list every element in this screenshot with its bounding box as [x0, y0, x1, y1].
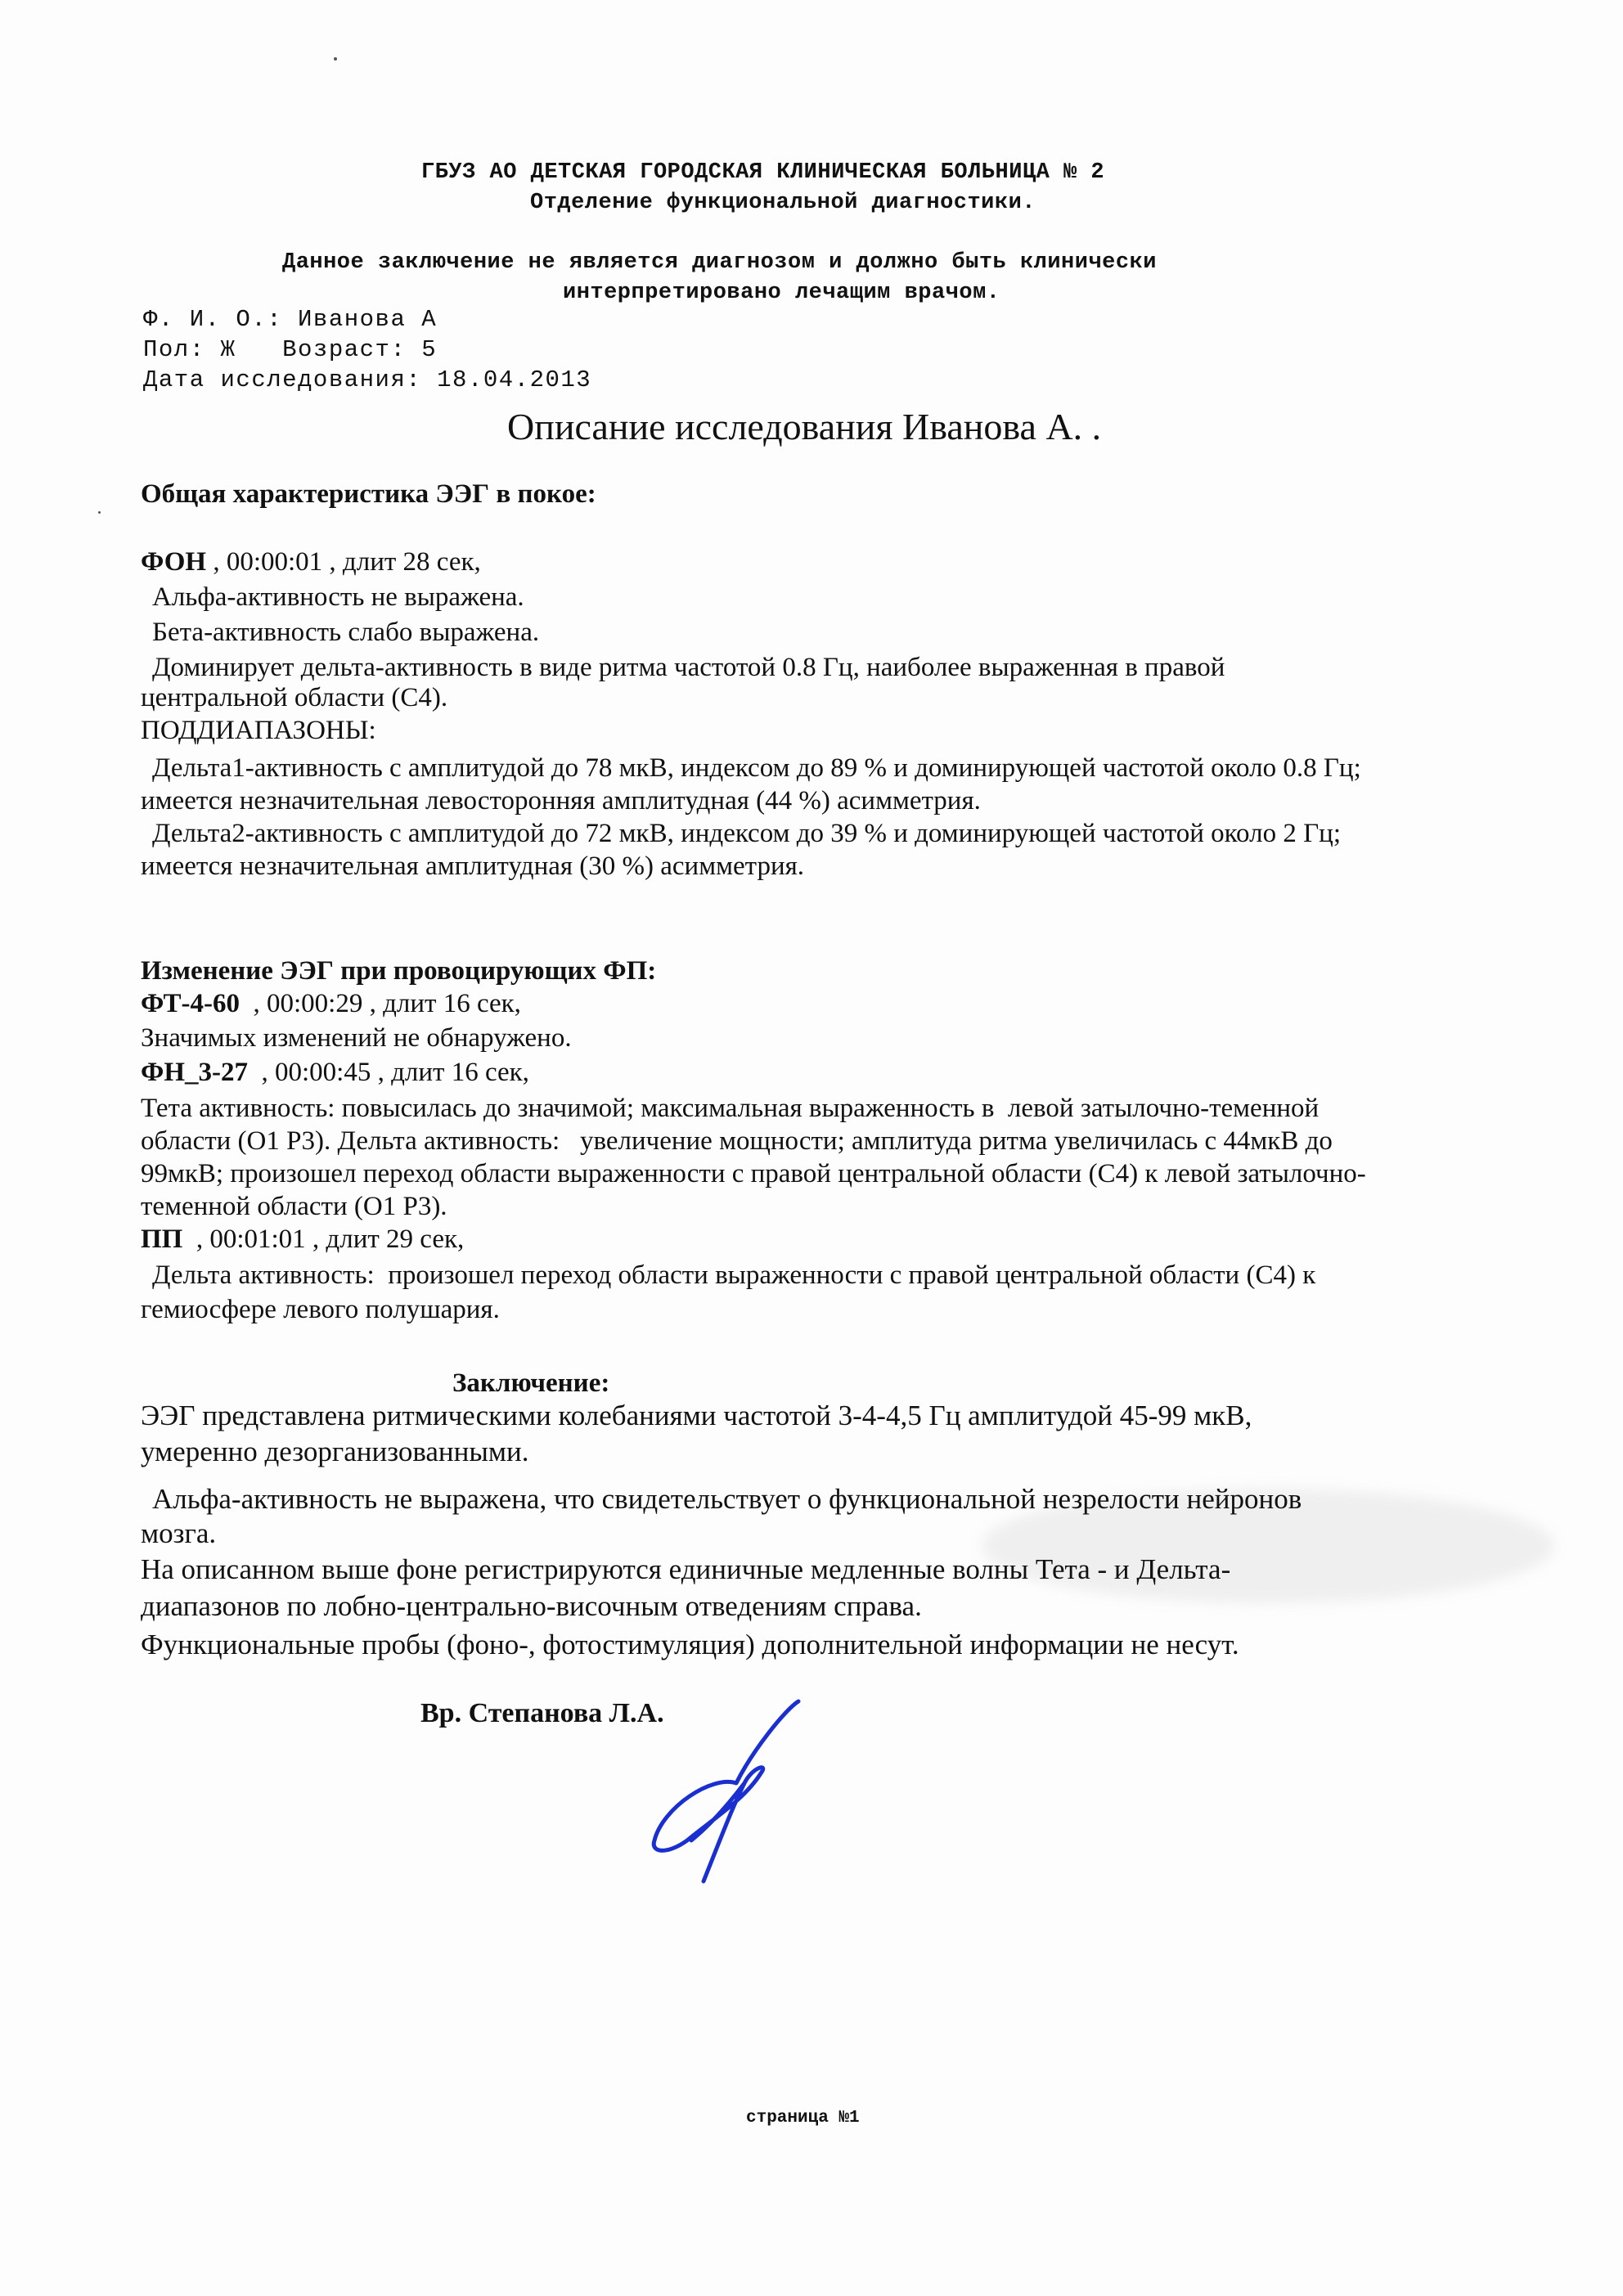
rest-line: Альфа-активность не выражена.: [152, 582, 524, 612]
test-line-pp: [141, 1224, 464, 1255]
conclusion-line: ЭЭГ представлена ритмическими колебаниями частотой 3-4-4,5 Гц амплитудой 45-99 мкВ,: [141, 1400, 1252, 1431]
doctor-name: Вр. Степанова Л.А.: [420, 1698, 664, 1728]
test-label: ФН_3-27: [141, 1058, 249, 1087]
section-heading-rest: Общая характеристика ЭЭГ в покое:: [141, 479, 596, 509]
test-result-line: области (О1 Р3). Дельта активность: увеличение мощности; амплитуда ритма увеличилась с 44мкВ до: [141, 1126, 1333, 1156]
page-title: Описание исследования Иванова А. .: [507, 406, 1102, 447]
disclaimer-line-2: интерпретировано лечащим врачом.: [563, 281, 1000, 305]
fon-line: [141, 546, 481, 577]
conclusion-line: На описанном выше фоне регистрируются единичные медленные волны Тета - и Дельта-: [141, 1553, 1231, 1585]
test-label: ФТ-4-60: [141, 989, 241, 1018]
conclusion-line: диапазонов по лобно-центрально-височным отведениям справа.: [141, 1590, 922, 1622]
section-heading-provocative: Изменение ЭЭГ при провоцирующих ФП:: [141, 956, 657, 986]
scan-speck: [334, 57, 337, 61]
conclusion-line: умеренно дезорганизованными.: [141, 1436, 529, 1467]
fon-label: ФОН: [141, 547, 207, 577]
test-meta: , 00:00:45 , длит 16 сек,: [248, 1058, 529, 1087]
test-result-line: гемиосфере левого полушария.: [141, 1295, 500, 1324]
patient-sex-age: Пол: Ж Возраст: 5: [143, 336, 438, 363]
test-line-fn: [141, 1057, 529, 1088]
rest-line: Доминирует дельта-активность в виде ритма частотой 0.8 Гц, наиболее выраженная в правой: [152, 653, 1225, 682]
subrange-line: имеется незначительная амплитудная (30 %) асимметрия.: [141, 851, 805, 881]
page-number: страница №1: [746, 2109, 860, 2128]
rest-line: Бета-активность слабо выражена.: [152, 618, 540, 647]
subrange-line: Дельта2-активность с амплитудой до 72 мкВ, индексом до 39 % и доминирующей частотой около 2 Гц;: [152, 819, 1341, 848]
department-name: Отделение функциональной диагностики.: [530, 191, 1036, 215]
conclusion-line: мозга.: [141, 1517, 217, 1549]
conclusion-heading: Заключение:: [452, 1368, 610, 1398]
conclusion-line: Функциональные пробы (фоно-, фотостимуляция) дополнительной информации не несут.: [141, 1629, 1239, 1660]
rest-line: центральной области (С4).: [141, 683, 448, 712]
fon-meta: , 00:00:01 , длит 28 сек,: [206, 547, 481, 577]
conclusion-line: Альфа-активность не выражена, что свидетельствует о функциональной незрелости нейронов: [152, 1483, 1302, 1515]
test-label: ПП: [141, 1224, 183, 1254]
test-line-ft: [141, 988, 521, 1019]
test-meta: , 00:00:29 , длит 16 сек,: [240, 989, 521, 1018]
test-result-line: Значимых изменений не обнаружено.: [141, 1023, 572, 1053]
patient-name: Ф. И. О.: Иванова А: [143, 306, 438, 333]
signature-icon: [630, 1677, 826, 1906]
disclaimer-line-1: Данное заключение не является диагнозом и должно быть клинически: [282, 250, 1157, 275]
subrange-line: Дельта1-активность с амплитудой до 78 мкВ, индексом до 89 % и доминирующей частотой около 0.8 Гц;: [152, 753, 1361, 783]
scan-speck: [98, 511, 101, 514]
study-date: Дата исследования: 18.04.2013: [143, 366, 592, 393]
test-result-line: 99мкВ; произошел переход области выраженности с правой центральной области (С4) к левой затылочно-: [141, 1159, 1366, 1188]
test-meta: , 00:01:01 , длит 29 сек,: [182, 1224, 465, 1254]
test-result-line: Дельта активность: произошел переход области выраженности с правой центральной области (С4) к: [152, 1260, 1316, 1290]
test-result-line: теменной области (О1 Р3).: [141, 1192, 447, 1221]
test-result-line: Тета активность: повысилась до значимой; максимальная выраженность в левой затылочно-теменной: [141, 1094, 1320, 1123]
institution-name: ГБУЗ АО ДЕТСКАЯ ГОРОДСКАЯ КЛИНИЧЕСКАЯ БОЛЬНИЦА № 2: [421, 160, 1105, 185]
subrange-line: имеется незначительная левосторонняя амплитудная (44 %) асимметрия.: [141, 786, 981, 816]
subranges-heading: ПОДДИАПАЗОНЫ:: [141, 716, 376, 745]
